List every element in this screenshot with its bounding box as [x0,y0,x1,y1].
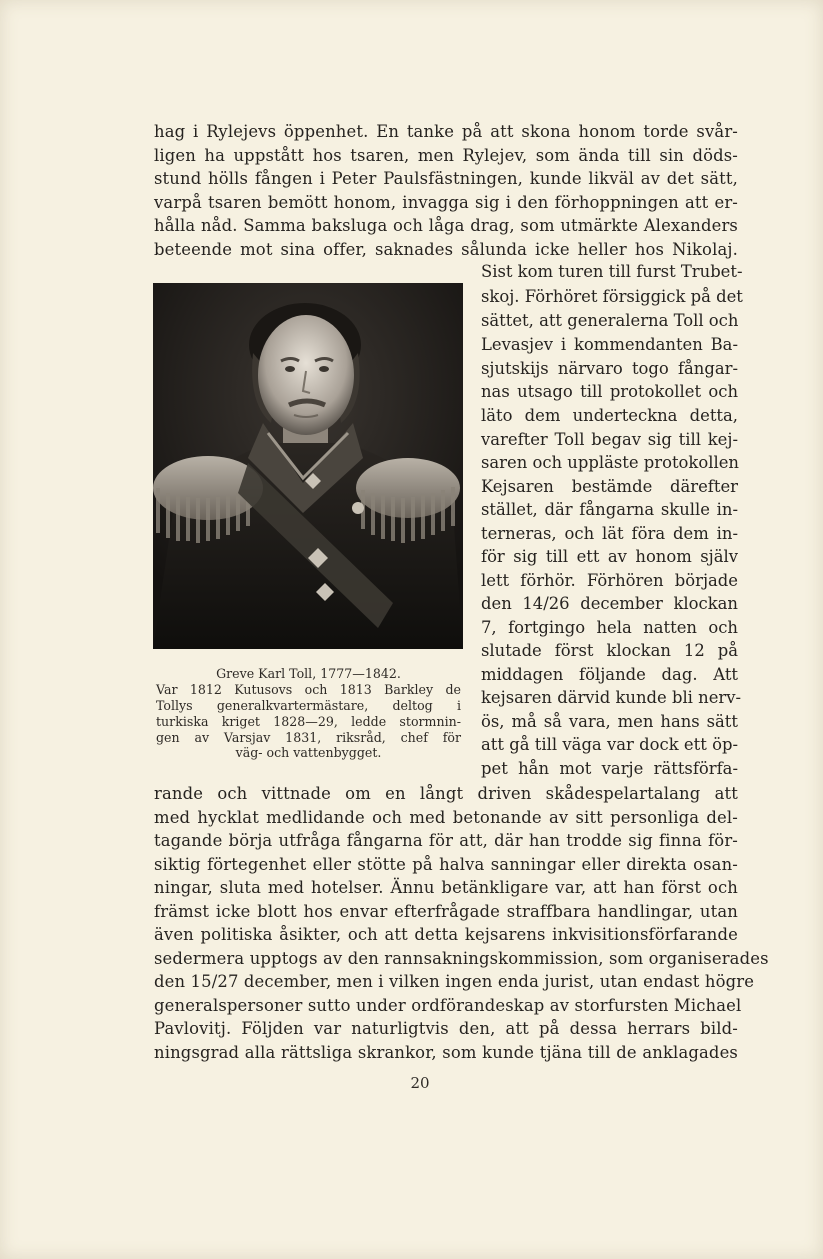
text-line: även politiska åsikter, och att detta kejsarens inkvisitionsförfarande [154,925,738,944]
text-line: kejsaren därvid kunde bli nerv- [481,688,742,707]
text-line: hålla nåd. Samma baksluga och låga drag, som utmärkte Alexanders [154,216,738,235]
text-line: den 14/26 december klockan [481,594,738,613]
text-line: varefter Toll begav sig till kej- [481,429,738,449]
caption-line: Tollys generalkvartermästare, deltog i [156,698,461,713]
text-line: sättet, att generalerna Toll och [481,311,739,330]
caption-line: väg- och vattenbygget. [235,745,382,760]
text-line: med hycklat medlidande och med betonande av sitt personliga del- [154,807,738,827]
text-line: ligen ha uppstått hos tsaren, men Rylejev, som ända till sin döds- [154,145,738,165]
text-line: stund hölls fången i Peter Paulsfästningen, kunde likväl av det sätt, [154,169,738,188]
text-line: lett förhör. Förhören började [481,570,738,590]
caption-line: turkiska kriget 1828—29, ledde stormnin- [156,714,461,729]
text-line: varpå tsaren bemött honom, invagga sig i den förhoppningen att er- [154,192,738,212]
text-line: skoj. Förhöret försiggick på det [481,287,743,306]
text-line: ningar, sluta med hotelser. Ännu betänkligare var, att han först och [154,878,738,897]
text-line: generalspersoner sutto under ordförandeskap av storfursten Michael [154,995,742,1015]
page-number: 20 [410,1074,430,1092]
text-line: ningsgrad alla rättsliga skrankor, som kunde tjäna till de anklagades [154,1042,738,1062]
text-line: 7, fortgingo hela natten och [481,617,738,637]
text-line: för sig till ett av honom själv [481,547,738,566]
caption-title: Greve Karl Toll, 1777—1842. [216,666,401,681]
portrait-karl-toll [153,283,463,649]
text-line: pet hån mot varje rättsförfa- [481,758,738,778]
text-line: beteende mot sina offer, saknades sålunda icke heller hos Nikolaj. [154,239,738,259]
text-line: att gå till väga var dock ett öp- [481,735,738,754]
text-line: sjutskijs närvaro togo fångar- [481,358,738,378]
text-line: saren och uppläste protokollen [481,453,739,472]
text-line: ös, må så vara, men hans sätt [481,711,738,731]
text-line: sedermera upptogs av den rannsakningskommission, som organiserades [154,948,769,968]
text-line: Sist kom turen till furst Trubet- [481,262,743,281]
text-line: rande och vittnade om en långt driven skådespelartalang att [154,784,738,803]
text-line: siktig förtegenhet eller stötte på halva sanningar eller direkta osan- [154,854,738,874]
text-line: Kejsaren bestämde därefter [481,476,738,496]
text-line: främst icke blott hos envar efterfrågade straffbara handlingar, utan [154,901,738,921]
text-line: stället, där fångarna skulle in- [481,500,738,519]
text-line: hag i Rylejevs öppenhet. En tanke på att skona honom torde svår- [154,122,738,141]
text-line: läto dem underteckna detta, [481,406,738,425]
text-line: den 15/27 december, men i vilken ingen enda jurist, utan endast högre [154,972,755,991]
text-line: tagande börja utfråga fångarna för att, där han trodde sig finna för- [154,831,738,850]
text-line: Pavlovitj. Följden var naturligtvis den, att på dessa herrars bild- [154,1019,738,1038]
text-line: middagen följande dag. Att [481,664,738,684]
caption-line: Var 1812 Kutusovs och 1813 Barkley de [156,682,461,697]
text-line: terneras, och lät föra dem in- [481,523,738,543]
text-line: Levasjev i kommendanten Ba- [481,335,738,354]
caption-line: gen av Varsjav 1831, riksråd, chef för [156,730,461,745]
text-line: slutade först klockan 12 på [481,641,738,660]
text-line: nas utsago till protokollet och [481,382,738,401]
